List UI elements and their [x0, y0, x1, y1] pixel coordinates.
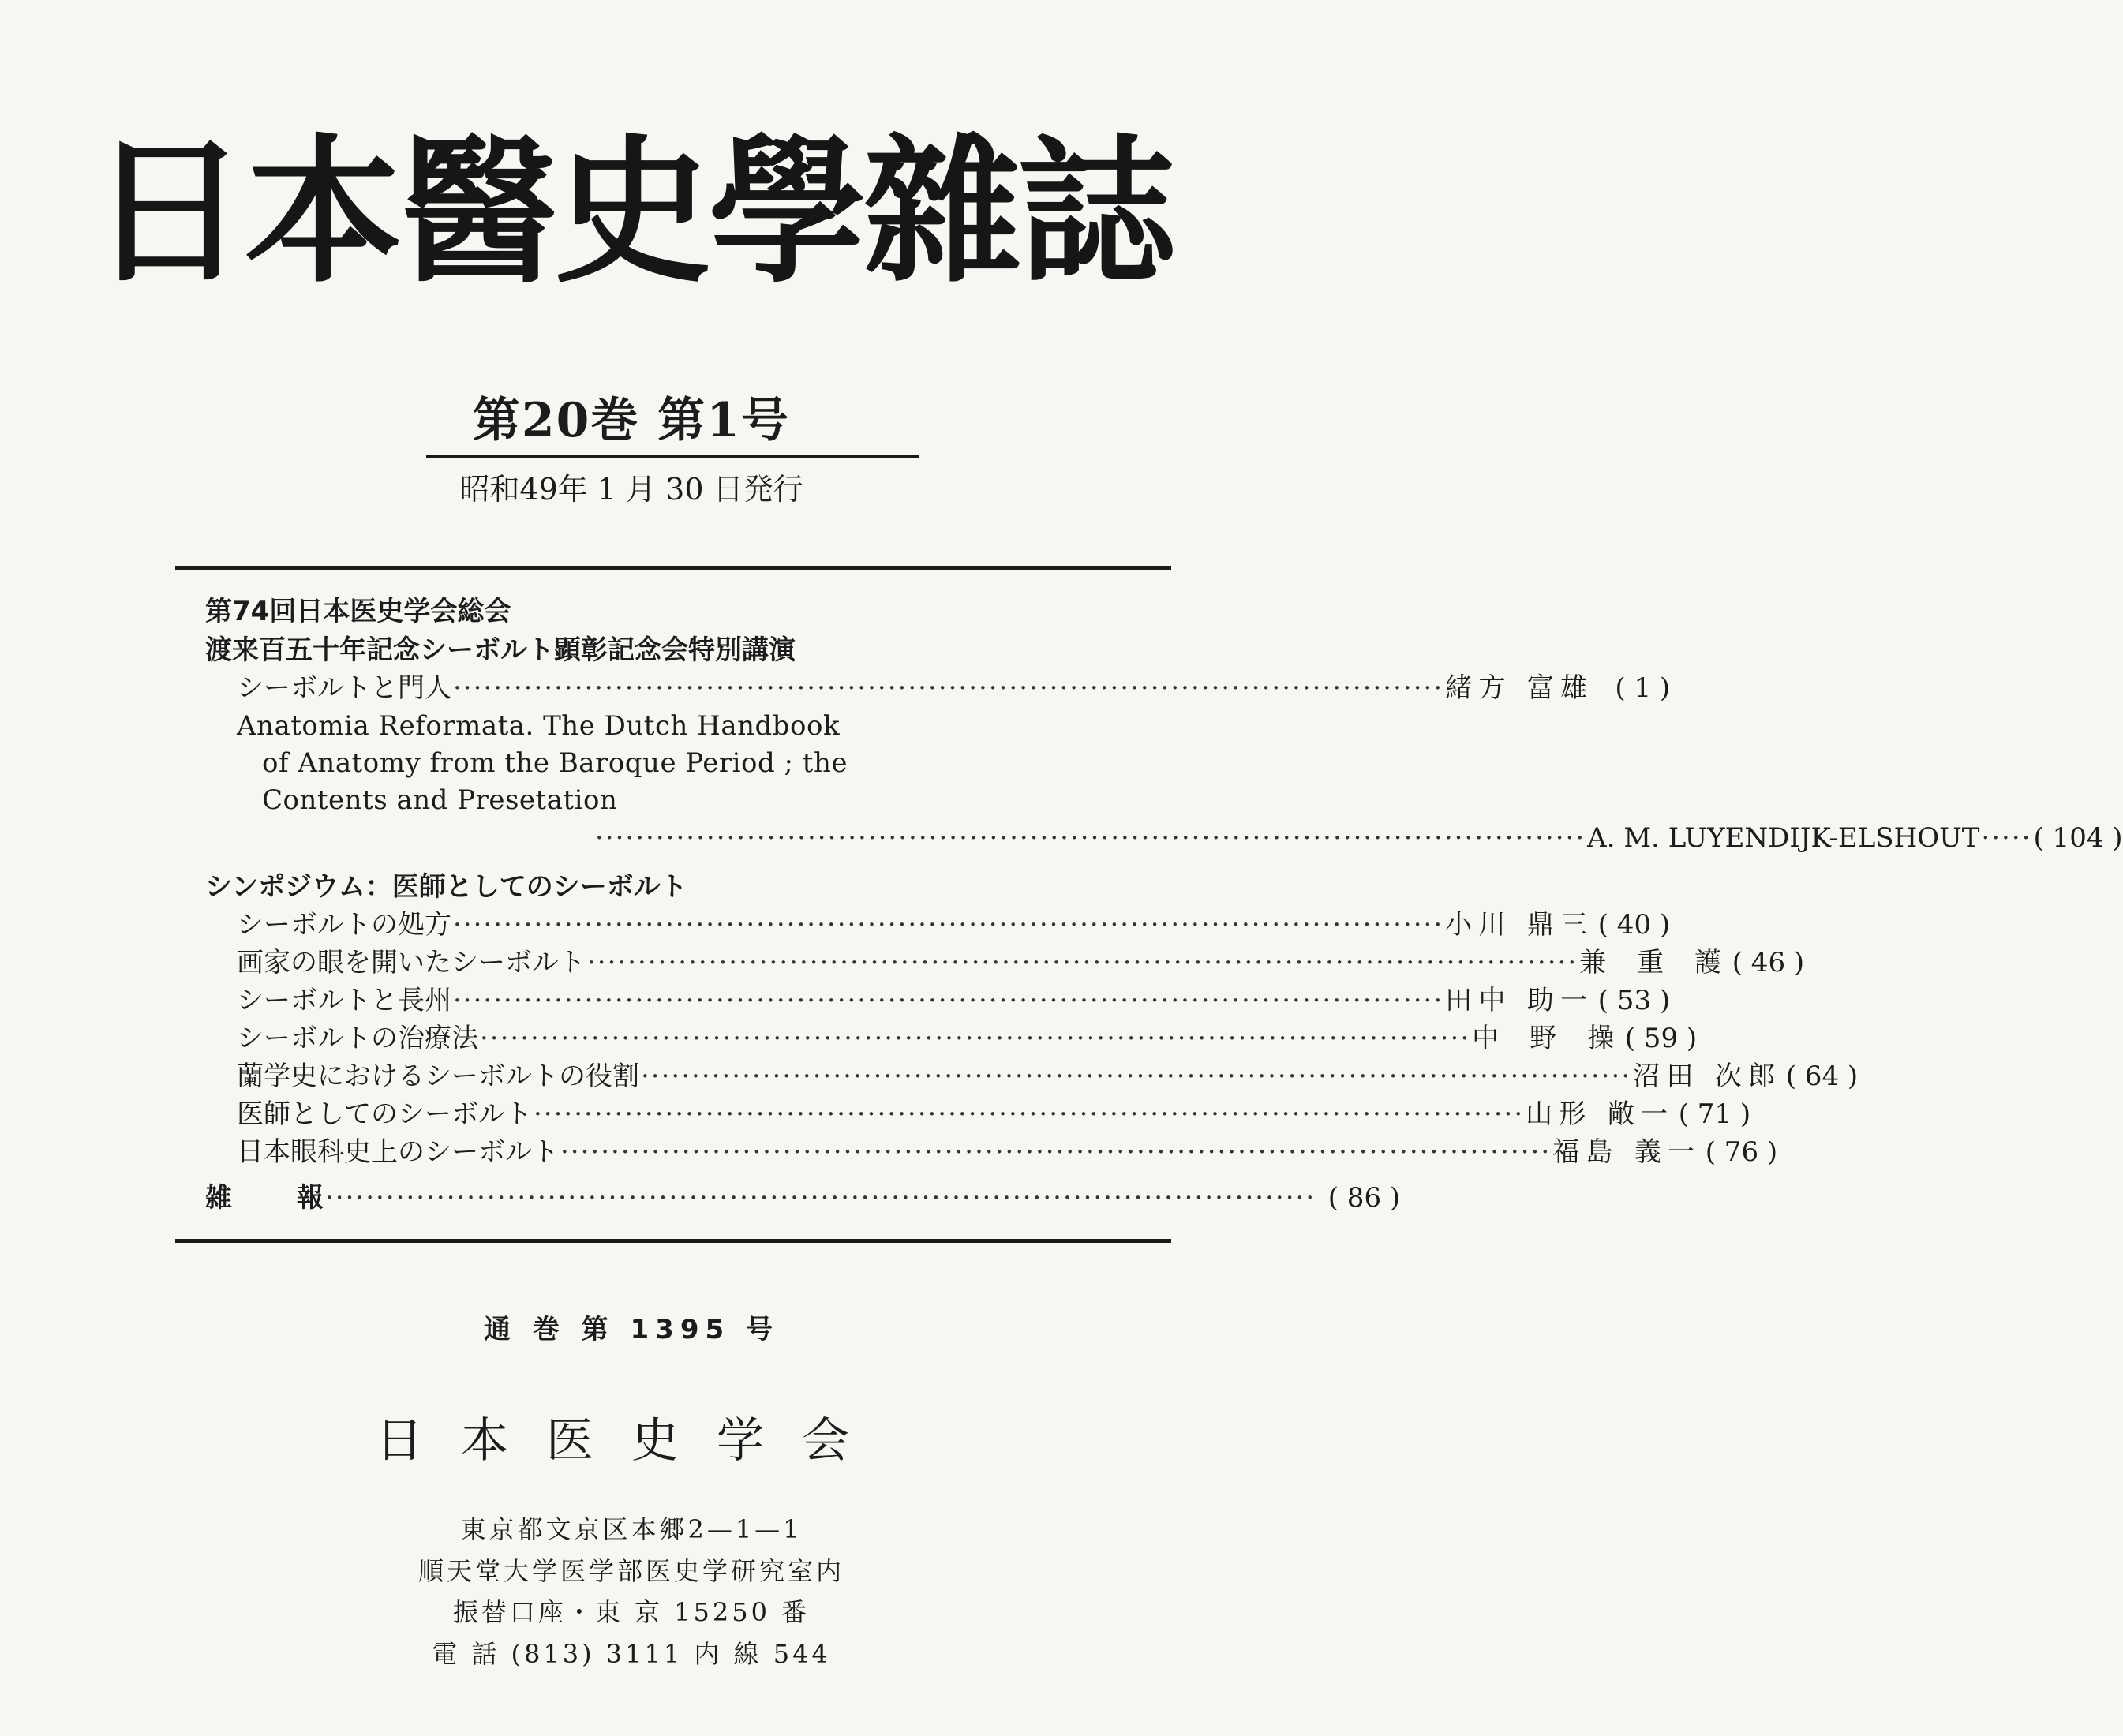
publisher-address: 東京都文京区本郷2—1—1: [460, 1514, 803, 1544]
toc-entry[interactable]: [205, 669, 1671, 707]
toc-entry[interactable]: [205, 1133, 1778, 1171]
toc-entry-title: シーボルトの処方: [237, 909, 451, 941]
volume-number: 第20巻 第1号: [472, 393, 791, 448]
toc-bottom-rule: [175, 1239, 1171, 1243]
journal-masthead: 日本醫史學雜誌: [89, 121, 1173, 305]
toc-entry-page: ( 46 ): [1732, 947, 1805, 978]
toc-entry-page: ( 71 ): [1678, 1098, 1751, 1130]
toc-entry-page: ( 104 ): [2033, 822, 2123, 854]
toc-entry-title: シーボルトの治療法: [237, 1023, 478, 1054]
dot-leader: ··································································································: [560, 1136, 1552, 1168]
toc-entry-page: ( 76 ): [1705, 1136, 1778, 1168]
toc-top-rule: [175, 566, 1171, 570]
toc-entry-english-line: [205, 744, 1168, 782]
postal-transfer-account: 振替口座・東 京 15250 番: [452, 1597, 811, 1627]
dot-leader: ··································································································: [480, 1023, 1471, 1054]
toc-entry-author: 小川 鼎三: [1445, 909, 1588, 941]
dot-leader: ··································································································: [595, 822, 1586, 854]
dot-leader: ·····: [1981, 822, 2032, 854]
toc-entry-title: シーボルトと門人: [237, 672, 451, 704]
dot-leader: ··································································································: [641, 1061, 1632, 1092]
toc-entry-author: 福島 義一: [1552, 1136, 1695, 1168]
toc-entry-author: 兼 重 護: [1579, 947, 1722, 978]
publisher-address-office: 順天堂大学医学部医史学研究室内: [417, 1556, 844, 1586]
toc-heading-symposium: [205, 868, 1168, 906]
toc-entry[interactable]: [205, 1095, 1751, 1133]
toc-entry-author: 緒方 富雄: [1445, 672, 1588, 704]
toc-entry-page: ( 53 ): [1597, 985, 1671, 1016]
toc-entry-author: 中 野 操: [1472, 1023, 1615, 1054]
publisher-name: 日本医史学会: [376, 1413, 887, 1468]
toc-entry-page: ( 86 ): [1327, 1182, 1401, 1214]
toc-entry[interactable]: [205, 982, 1671, 1020]
toc-entry-page: ( 59 ): [1624, 1023, 1698, 1054]
toc-entry-page: ( 1 ): [1615, 672, 1671, 704]
toc-entry-title: Contents and Presetation: [262, 784, 618, 816]
toc-entry-title: シーボルトと長州: [237, 985, 451, 1016]
phone-number: 電 話 (813) 3111 内 線 544: [432, 1639, 831, 1669]
toc-entry-author: 山形 敞一: [1526, 1098, 1668, 1130]
publication-date: 昭和49年 1 月 30 日発行: [459, 472, 803, 507]
toc-entry-title: 雑 報: [205, 1182, 324, 1214]
cumulative-issue-number: 通 巻 第 1395 号: [484, 1314, 779, 1345]
toc-entry-title: 医師としてのシーボルト: [237, 1098, 532, 1130]
dot-leader: ··································································································: [534, 1098, 1525, 1130]
toc-entry[interactable]: [205, 1020, 1698, 1057]
toc-entry-author: 沼田 次郎: [1633, 1061, 1776, 1092]
toc-entry[interactable]: [205, 1057, 1859, 1095]
toc-entry-title: 画家の眼を開いたシーボルト: [237, 947, 586, 978]
toc-entry[interactable]: [205, 944, 1805, 982]
toc-entry-page: ( 40 ): [1597, 909, 1671, 941]
toc-entry[interactable]: [205, 819, 2123, 857]
toc-entry-english-line: [205, 781, 1168, 819]
toc-entry[interactable]: [205, 1179, 1401, 1217]
toc-heading-text: 渡来百五十年記念シーボルト顕彰記念会特別講演: [205, 634, 796, 666]
volume-underline: [426, 455, 919, 458]
dot-leader: ··································································································: [587, 947, 1578, 978]
toc-heading-meeting: [205, 593, 1168, 630]
toc-entry-title: 蘭学史におけるシーボルトの役割: [237, 1061, 639, 1092]
toc-entry-english-line: [205, 707, 1168, 745]
dot-leader: ··································································································: [325, 1182, 1316, 1214]
toc-heading-text: 第74回日本医史学会総会: [205, 596, 511, 627]
dot-leader: ··································································································: [453, 985, 1444, 1016]
toc-entry-page: ( 64 ): [1785, 1061, 1859, 1092]
toc-entry-author: A. M. LUYENDIJK-ELSHOUT: [1587, 822, 1980, 854]
toc-entry-title: Anatomia Reformata. The Dutch Handbook: [237, 710, 841, 742]
toc-entry-title: of Anatomy from the Baroque Period ; the: [262, 747, 848, 779]
toc-heading-text: シンポジウム：医師としてのシーボルト: [205, 871, 687, 903]
toc-entry-author: 田中 助一: [1445, 985, 1588, 1016]
toc-entry-title: 日本眼科史上のシーボルト: [237, 1136, 559, 1168]
dot-leader: ··································································································: [453, 672, 1444, 704]
toc-heading-lecture: [205, 631, 1168, 669]
dot-leader: ··································································································: [453, 909, 1444, 941]
toc-entry[interactable]: [205, 906, 1671, 944]
